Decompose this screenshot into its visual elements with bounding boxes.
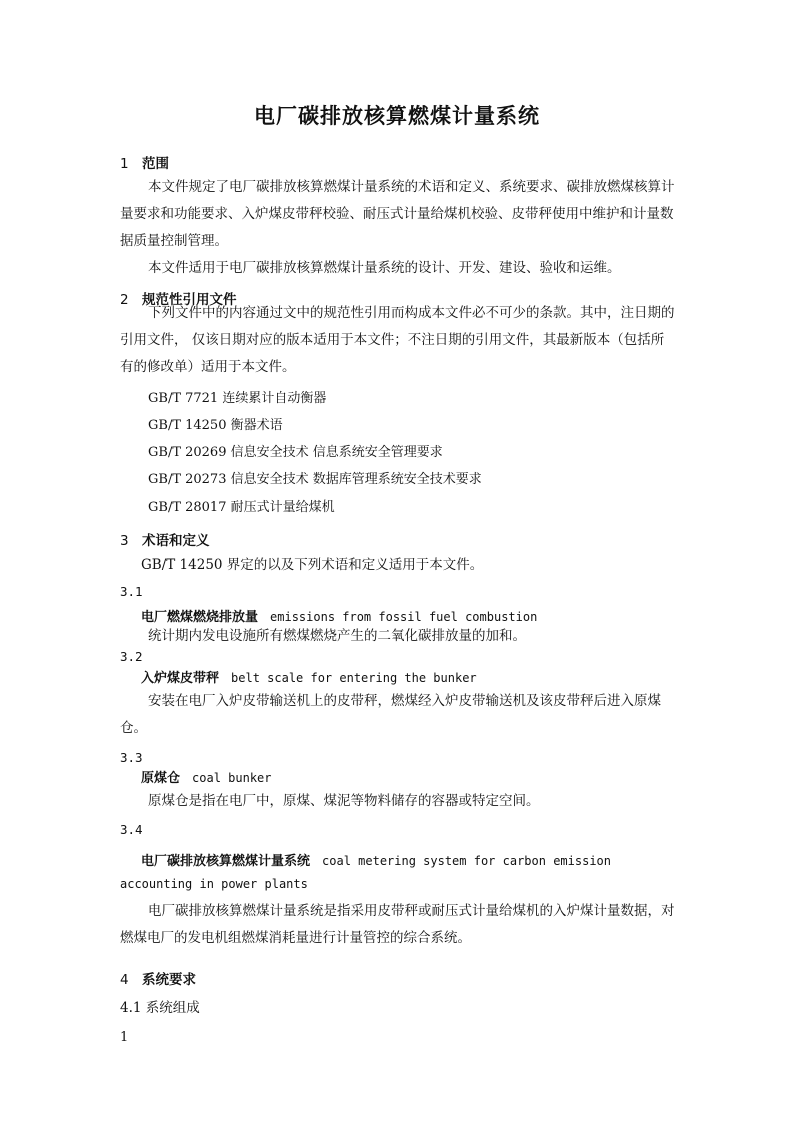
term-heading [141,850,611,869]
section-title: 系统要求 [142,972,196,988]
term-definition: 安装在电厂入炉皮带输送机上的皮带秤，燃煤经入炉皮带输送机及该皮带秤后进入原煤仓。 [120,693,661,736]
section-title: 术语和定义 [142,533,210,549]
term-heading [141,667,477,686]
section-1-heading [120,152,169,172]
term-zh: 电厂碳排放核算燃煤计量系统 [141,854,311,869]
section-number: 4 [120,972,129,988]
term-definition: 统计期内发电设施所有燃煤燃烧产生的二氧化碳排放量的加和。 [148,628,526,644]
term-heading [141,767,272,786]
term-number: 3.2 [120,649,143,664]
reference-item: GB/T 20273 信息安全技术 数据库管理系统安全技术要求 [148,472,482,487]
term-en-continued: accounting in power plants [120,877,308,891]
section-number: 2 [120,292,129,308]
section-number: 1 [120,156,129,172]
page-number: 1 [120,1030,129,1045]
term-en: belt scale for entering the bunker [231,671,477,685]
section-1-para-1: 本文件规定了电厂碳排放核算燃煤计量系统的术语和定义、系统要求、碳排放燃煤核算计量要求和功能要求、入炉煤皮带秤校验、耐压式计量给煤机校验、皮带秤使用中维护和计量数据质量控制管理。 [120,179,675,249]
section-4-heading [120,968,196,988]
document-title: 电厂碳排放核算燃煤计量系统 [254,104,540,128]
section-title: 范围 [142,156,169,172]
term-zh: 电厂燃煤燃烧排放量 [141,610,259,625]
subsection-4-1: 4.1 系统组成 [120,1000,200,1016]
term-number: 3.1 [120,584,143,599]
section-3-heading [120,529,210,549]
section-number: 3 [120,533,129,549]
term-definition: 电厂碳排放核算燃煤计量系统是指采用皮带秤或耐压式计量给煤机的入炉煤计量数据，对燃煤电厂的发电机组燃煤消耗量进行计量管控的综合系统。 [120,903,675,946]
term-number: 3.3 [120,750,143,765]
term-zh: 入炉煤皮带秤 [141,671,220,686]
term-en: coal metering system for carbon emission [322,854,611,868]
reference-item: GB/T 28017 耐压式计量给煤机 [148,500,335,515]
term-number: 3.4 [120,822,143,837]
reference-item: GB/T 14250 衡器术语 [148,418,283,433]
section-3-intro: GB/T 14250 界定的以及下列术语和定义适用于本文件。 [141,557,484,573]
section-title: 规范性引用文件 [142,292,237,308]
term-definition: 原煤仓是指在电厂中，原煤、煤泥等物料储存的容器或特定空间。 [148,793,540,809]
term-en: coal bunker [192,771,272,785]
reference-item: GB/T 7721 连续累计自动衡器 [148,391,327,406]
term-en: emissions from fossil fuel combustion [270,610,538,624]
reference-item: GB/T 20269 信息安全技术 信息系统安全管理要求 [148,445,443,460]
section-2-para: 下列文件中的内容通过文中的规范性引用而构成本文件必不可少的条款。其中，注日期的引用文件， 仅该日期对应的版本适用于本文件；不注日期的引用文件，其最新版本（包括所有的修改单）适用于本文件。 [120,305,675,375]
term-zh: 原煤仓 [141,771,181,786]
section-1-para-2: 本文件适用于电厂碳排放核算燃煤计量系统的设计、开发、建设、验收和运维。 [148,260,621,276]
